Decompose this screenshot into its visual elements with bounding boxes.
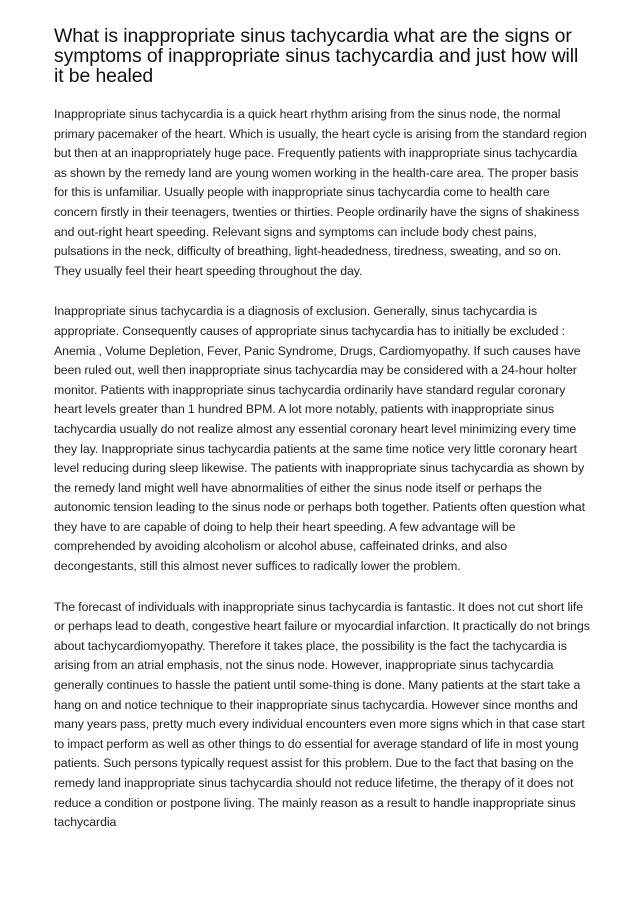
document-page [54,26,590,833]
paragraph-3: The forecast of individuals with inappropriate sinus tachycardia is fantastic. It does not cut short life or perhaps lead to death, congestive heart failure or myocardial infarction. It practically do not brings about tachycardiomyopathy. Therefore it takes place, the possibility is the fact the tachycardia is arising from an atrial emphasis, not the sinus node. However, inappropriate sinus tachycardia generally continues to hassle the patient until some-thing is done. Many patients at the start take a hang on and notice technique to their inappropriate sinus tachycardia. However since months and many years pass, pretty much every individual encounters even more signs which in that case start to impact perform as well as other things to do essential for average standard of life in most young patients. Such persons typically request assist for this problem. Due to the fact that basing on the remedy land inappropriate sinus tachycardia should not reduce lifetime, the therapy of it does not reduce a condition or postpone living. The mainly reason as a result to handle inappropriate sinus tachycardia [54,599,590,830]
paragraph-1: Inappropriate sinus tachycardia is a quick heart rhythm arising from the sinus node, the normal primary pacemaker of the heart. Which is usually, the heart cycle is arising from the standard region but then at an inappropriately huge pace. Frequently patients with inappropriate sinus tachycardia as shown by the remedy land are young women working in the health-care area. The proper basis for this is unfamiliar. Usually people with inappropriate sinus tachycardia come to health care concern firstly in their teenagers, twenties or thirties. People ordinarily have the signs of shakiness and out-right heart speeding. Relevant signs and symptoms can include body chest pains, pulsations in the neck, difficulty of breathing, light-headedness, tiredness, sweating, and so on. They usually feel their heart speeding throughout the day. [54,107,587,278]
document-title: What is inappropriate sinus tachycardia what are the signs or symptoms of inappropriate sinus tachycardia and just how will it be healed [54,25,579,87]
paragraph-2: Inappropriate sinus tachycardia is a diagnosis of exclusion. Generally, sinus tachycardia is appropriate. Consequently causes of appropriate sinus tachycardia has to initially be excluded : Anemia , Volume Depletion, Fever, Panic Syndrome, Drugs, Cardiomyopathy. If such causes have been ruled out, well then inappropriate sinus tachycardia may be considered with a 24-hour holter monitor. Patients with inappropriate sinus tachycardia ordinarily have standard regular coronary heart levels greater than 1 hundred BPM. A lot more notably, patients with inappropriate sinus tachycardia usually do not realize almost any essential coronary heart level minimizing every time they lay. Inappropriate sinus tachycardia patients at the same time notice very little coronary heart level reducing during sleep likewise. The patients with inappropriate sinus tachycardia as shown by the remedy land might well have abnormalities of either the sinus node itself or perhaps the autonomic tension leading to the sinus node or perhaps both together. Patients often question what they have to are capable of doing to help their heart speeding. A few advantage will be comprehended by avoiding alcoholism or alcohol abuse, caffeinated drinks, and also decongestants, still this almost never suffices to radically lower the problem. [54,304,586,574]
